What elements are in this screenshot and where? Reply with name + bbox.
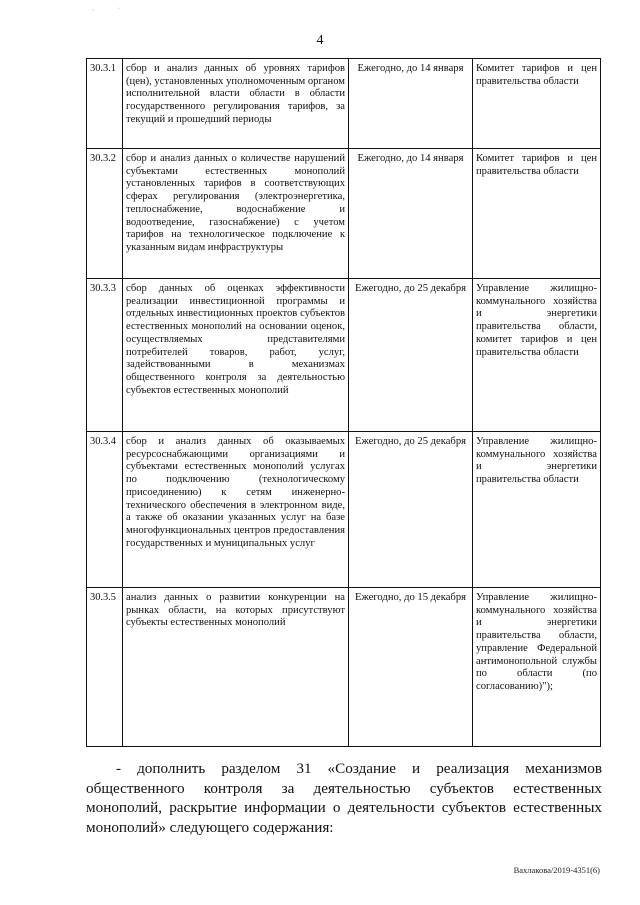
item-description: сбор данных об оценках эффективности реализации инвестиционной программы и отдельных инвестиционных проектов субъектов естественных монополий на основании оценок, осуществляемых представителями потребителей товаров, работ, услуг, задействованными в механизмах общественного контроля за деятельностью субъектов естественных монополий	[123, 279, 349, 432]
item-deadline: Ежегодно, до 14 января	[349, 59, 473, 149]
document-code: Вахлакова/2019-4351(6)	[513, 865, 600, 875]
item-responsible: Управление жилищно-коммунального хозяйства и энергетики правительства области, управление Федеральной антимонопольной службы по области (по согласованию)");	[473, 588, 601, 747]
amendment-paragraph: - дополнить разделом 31 «Создание и реализация механизмов общественного контроля за деятельностью субъектов естественных монополий, раскрытие информации о деятельности субъектов естественных монополий» следующего содержания:	[86, 760, 602, 836]
item-description: анализ данных о развитии конкуренции на рынках области, на которых присутствуют субъекты естественных монополий	[123, 588, 349, 747]
table-row	[87, 588, 601, 747]
table-row	[87, 59, 601, 149]
page-number: 4	[316, 33, 324, 48]
table-row	[87, 279, 601, 432]
item-deadline: Ежегодно, до 14 января	[349, 149, 473, 279]
item-description: сбор и анализ данных об уровнях тарифов (цен), установленных уполномоченным органом исполнительной власти области в области государственного регулирования тарифов, за текущий и прошедший периоды	[123, 59, 349, 149]
item-number: 30.3.2	[87, 149, 123, 279]
item-responsible: Управление жилищно-коммунального хозяйства и энергетики правительства области	[473, 432, 601, 588]
item-responsible: Управление жилищно-коммунального хозяйства и энергетики правительства области, комитет тарифов и цен правительства области	[473, 279, 601, 432]
item-number: 30.3.4	[87, 432, 123, 588]
item-number: 30.3.3	[87, 279, 123, 432]
table-row	[87, 432, 601, 588]
scan-mark: ·	[118, 6, 120, 12]
table-row	[87, 149, 601, 279]
item-number: 30.3.5	[87, 588, 123, 747]
item-deadline: Ежегодно, до 25 декабря	[349, 279, 473, 432]
item-description: сбор и анализ данных о количестве нарушений субъектами естественных монополий установленных тарифов в соответствующих сферах регулирования (электроэнергетика, теплоснабжение, водоснабжение и водоотведение, газоснабжение) с учетом тарифов на технологическое подключение к указанным видам инфраструктуры	[123, 149, 349, 279]
item-description: сбор и анализ данных об оказываемых ресурсоснабжающими организациями и субъектами естественных монополий услугах по подключению (технологическому присоединению) к сетям инженерно-технического обеспечения в электронном виде, а также об оказании указанных услуг на базе многофункциональных центров предоставления государственных и муниципальных услуг	[123, 432, 349, 588]
item-number: 30.3.1	[87, 59, 123, 149]
item-deadline: Ежегодно, до 25 декабря	[349, 432, 473, 588]
item-deadline: Ежегодно, до 15 декабря	[349, 588, 473, 747]
scan-mark: `	[92, 10, 94, 16]
item-responsible: Комитет тарифов и цен правительства области	[473, 59, 601, 149]
item-responsible: Комитет тарифов и цен правительства области	[473, 149, 601, 279]
measures-table	[86, 58, 601, 747]
